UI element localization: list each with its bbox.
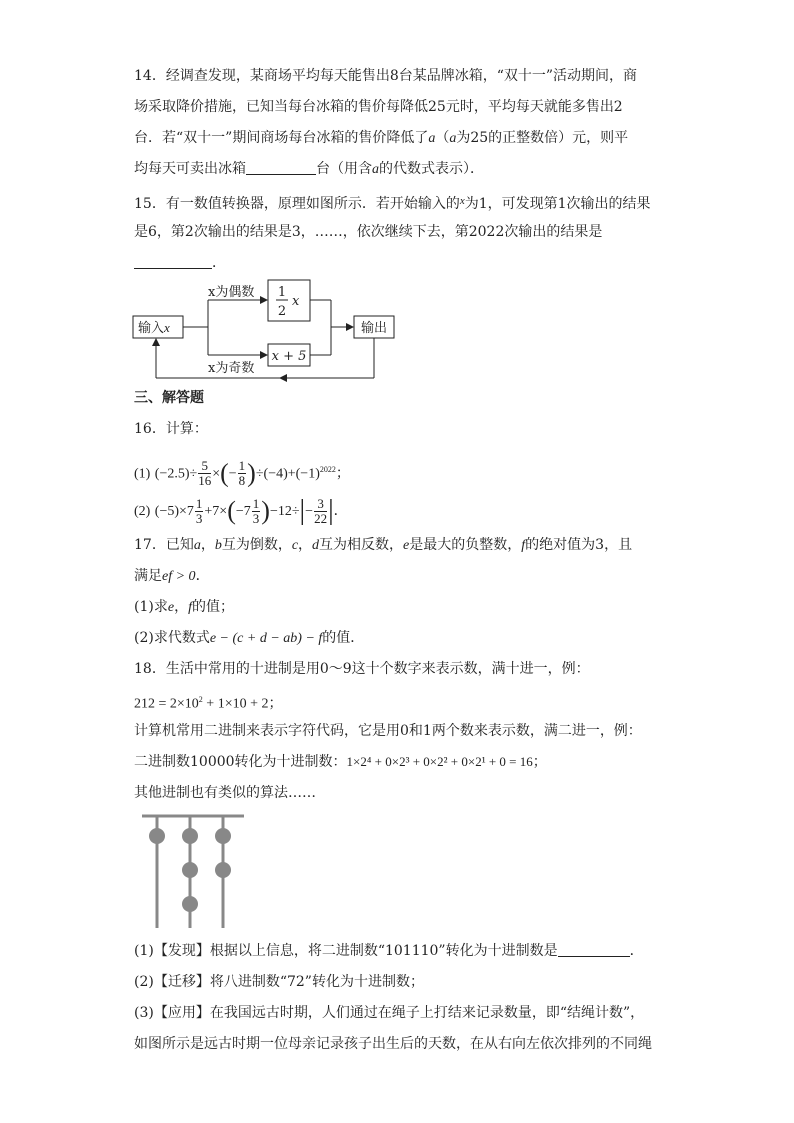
- q15-line3-end: ．: [212, 255, 226, 271]
- q17-p1-var-f: f: [188, 600, 192, 615]
- q17-l1-a: 17．已知: [134, 537, 194, 553]
- q14-line4-mid: 台（用含: [316, 161, 372, 177]
- q14-var-a2: a: [449, 131, 457, 146]
- q17-l1-e: 的绝对值为3，且: [525, 537, 633, 553]
- q14-line3: [134, 128, 628, 149]
- output-label: 输出: [360, 321, 388, 336]
- knot: [182, 896, 198, 912]
- q16-p2-c: −7: [235, 504, 251, 519]
- q15-line1: [134, 191, 651, 214]
- q17-p1-c: 的值；: [191, 599, 234, 615]
- q18-ex1-end: ；: [268, 696, 283, 712]
- q15-line1-tail: 为1，可发现第1次输出的结果: [464, 196, 651, 212]
- q18-ex2: 1×2⁴ + 0×2³ + 0×2² + 0×2¹ + 0 = 16: [346, 754, 533, 769]
- q17-p1-var-e: e: [167, 600, 175, 615]
- q15-var-x: x: [459, 195, 465, 207]
- q18-example1: [134, 690, 282, 715]
- q18-ex1-a: 212 = 2×10: [134, 696, 199, 712]
- q17-part2: [134, 628, 364, 649]
- q15-answer-blank[interactable]: [134, 254, 212, 269]
- knot-rope-figure: [140, 812, 250, 932]
- q18-ex1-exp: 2: [198, 695, 203, 704]
- q17-p2-expr: e − (c + d − ab) − f: [209, 631, 323, 646]
- q18-ex2-end: ；: [532, 754, 547, 770]
- odd-op: x + 5: [271, 349, 307, 364]
- q17-line2: [134, 566, 210, 587]
- q17-l1-b: 互为倒数，: [221, 537, 292, 553]
- q18-line3: 计算机常用二进制来表示字符代码，它是用0和1两个数来表示数，满二进一，例：: [134, 723, 642, 739]
- q18-part2: (2)【迁移】将八进制数“72”转化为十进制数；: [134, 974, 424, 990]
- q14-line4-text: 均每天可卖出冰箱: [134, 161, 246, 177]
- q18-part3-cont: 如图所示是远古时期一位母亲记录孩子出生后的天数，在从右向左依次排列的不同绳: [134, 1036, 652, 1052]
- q16-p2-frac2: $\frac{1}{3}$: [252, 495, 260, 526]
- q17-var-a: a: [193, 538, 201, 553]
- q16-p1-times: ×: [212, 466, 221, 482]
- q17-p2-b: 的值．: [322, 630, 365, 646]
- q16-p1-end: ；: [335, 465, 350, 482]
- q16-part2: (2) (−5)×7 $\frac{1}{3}$ +7×(−7 $\frac{1}{3}$ )−12÷|− $\frac{3}{22}$ |．: [134, 495, 348, 526]
- q16-p2-end: ．: [333, 503, 348, 519]
- q16-p2-e: −: [305, 504, 314, 519]
- q17-p2-a: (2)求代数式: [134, 630, 210, 646]
- q16-p1-label: (1): [134, 466, 151, 482]
- q16-p2-d: −12÷: [269, 504, 300, 519]
- q14-line1: 14．经调查发现，某商场平均每天能售出8台某品牌冰箱，“双十一”活动期间，商: [134, 68, 638, 84]
- q17-var-e: e: [403, 538, 410, 553]
- even-label: x为偶数: [208, 285, 255, 300]
- q15-line1-text: 15．有一数值转换器，原理如图所示．若开始输入的: [134, 196, 460, 212]
- q14-line3-text: 台．若“双十一”期间商场每台冰箱的售价降低了: [134, 130, 429, 146]
- q18-p1-text: (1)【发现】根据以上信息，将二进制数“101110”转化为十进制数是: [134, 943, 558, 959]
- q14-line4: [134, 159, 484, 180]
- q14-line3-tail: 为25的正整数倍）元，则平: [456, 130, 629, 146]
- even-frac-den: 2: [277, 304, 287, 319]
- even-x: x: [292, 294, 300, 309]
- q16-p1-b: ÷(−4)+(−1): [255, 466, 320, 482]
- q17-var-d: d: [312, 538, 320, 553]
- q14-line3-paren: （: [435, 130, 450, 146]
- q17-var-b: b: [214, 538, 222, 553]
- q14-answer-blank[interactable]: [246, 160, 316, 175]
- q17-line1: [134, 535, 632, 556]
- q17-p1-b: ，: [174, 599, 189, 615]
- q16-part1: (1) (−2.5)÷ $\frac{5}{16}$ ×(− $\frac{1}{8}$ )$\div(-4)+(-1)^{2022}$；: [134, 458, 350, 489]
- knot: [215, 828, 231, 844]
- q18-part1: [134, 941, 644, 961]
- q18-answer-blank[interactable]: [558, 942, 630, 957]
- q16-p1-minus: −: [228, 466, 237, 482]
- q17-p1-a: (1)求: [134, 599, 168, 615]
- even-box: [268, 280, 310, 321]
- q14-line4-tail: 的代数式表示）．: [379, 161, 484, 177]
- q17-part1: [134, 597, 234, 618]
- q17-sep2: ，: [298, 537, 313, 553]
- q16-p2-frac3: $\frac{3}{22}$: [314, 495, 328, 526]
- even-frac-num: 1: [277, 285, 287, 300]
- q17-condition: ef > 0: [162, 569, 196, 584]
- q17-var-c: c: [291, 538, 299, 553]
- q16-title: 16．计算：: [134, 421, 208, 437]
- q14-line2: 场采取降价措施，已知当每台冰箱的售价每降低25元时，平均每天就能多售出2: [134, 99, 623, 115]
- q18-line4: [134, 752, 547, 772]
- q16-p1-exp: 2022: [319, 465, 336, 474]
- q18-l4-a: 二进制数10000转化为十进制数：: [134, 754, 347, 770]
- q17-l2-b: ．: [195, 568, 210, 584]
- input-label: 输入x: [138, 320, 170, 336]
- q16-p2-a: (−5)×7: [154, 504, 194, 519]
- odd-label: x为奇数: [208, 361, 255, 376]
- knot: [182, 862, 198, 878]
- q17-l1-c: 互为相反数，: [319, 537, 404, 553]
- q16-p2-b: +7×: [204, 504, 228, 519]
- q16-p2-frac1: $\frac{1}{3}$: [195, 495, 203, 526]
- q17-var-f: f: [521, 538, 526, 553]
- q18-line1: 18．生活中常用的十进制是用0～9这十个数字来表示数，满十进一，例：: [134, 661, 590, 677]
- converter-diagram: [128, 278, 400, 384]
- q16-p1-frac2: $\frac{1}{8}$: [238, 458, 246, 489]
- knot: [149, 828, 165, 844]
- knot: [215, 862, 231, 878]
- section-title: 三、解答题: [134, 390, 204, 406]
- q18-p1-end: ．: [629, 943, 644, 959]
- q18-line5: 其他进制也有类似的算法……: [134, 785, 316, 801]
- q18-part3: (3)【应用】在我国远古时期，人们通过在绳子上打结来记录数量，即“结绳计数”，: [134, 1005, 645, 1021]
- q17-sep1: ，: [200, 537, 215, 553]
- q17-l1-d: 是最大的负整数，: [409, 537, 522, 553]
- q14-var-a3: a: [372, 162, 379, 177]
- q15-line3: [134, 253, 226, 273]
- q15-line2: 是6，第2次输出的结果是3，……，依次继续下去，第2022次输出的结果是: [134, 224, 603, 240]
- q14-var-a: a: [428, 131, 436, 146]
- q17-l2-a: 满足: [134, 568, 162, 584]
- q16-p2-label: (2): [134, 504, 151, 519]
- q16-p1-a: (−2.5)÷: [154, 466, 198, 482]
- knot: [182, 828, 198, 844]
- q18-ex1-b: + 1×10 + 2: [202, 696, 269, 712]
- q16-p1-frac1: $\frac{5}{16}$: [198, 458, 212, 489]
